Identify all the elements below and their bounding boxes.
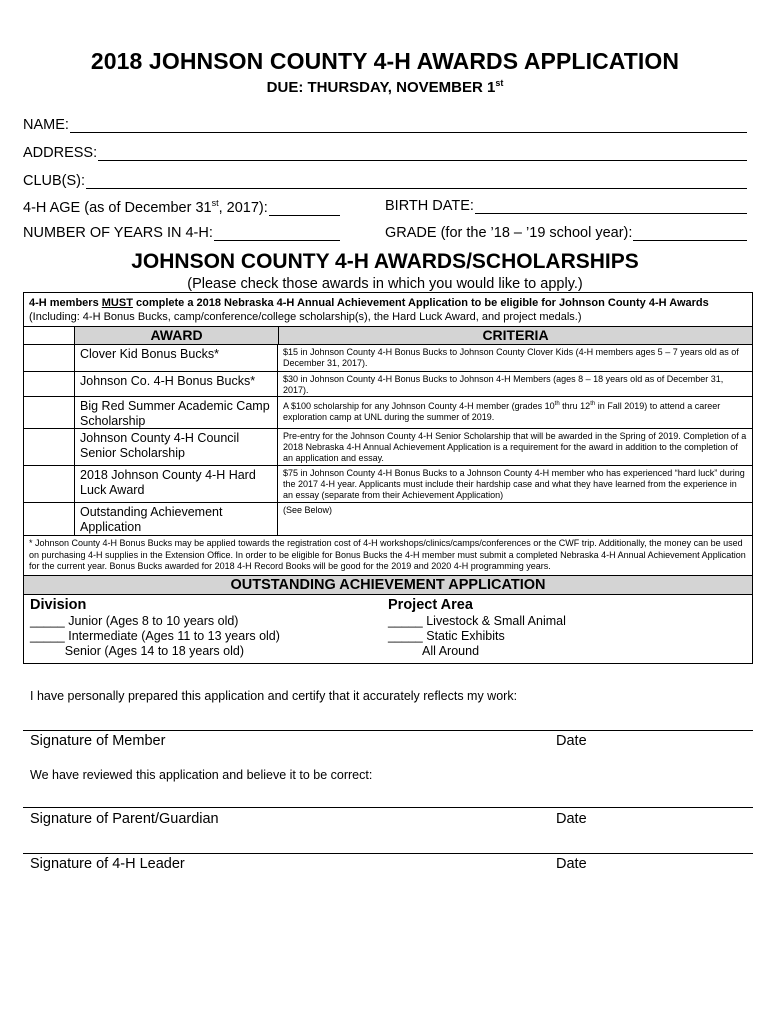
address-field[interactable] (23, 145, 747, 161)
award-checkbox-clover-kid[interactable] (24, 345, 75, 371)
leader-signature-line[interactable] (23, 853, 753, 854)
award-criteria: $75 in Johnson County 4-H Bonus Bucks to a Johnson County 4-H member who has experienced “hard luck” during the 2017 4-H year. Applicants must include their hardship case and what they have learned from the experience in an essay (separate from their Achievement Application) (283, 468, 745, 501)
grade-label: GRADE (for the ’18 – ’19 school year): (385, 225, 633, 241)
leader-date-label: Date (556, 856, 587, 872)
award-checkbox-bonus-bucks[interactable] (24, 372, 75, 396)
outstanding-achievement-header: OUTSTANDING ACHIEVEMENT APPLICATION (24, 575, 752, 595)
project-area-column (388, 597, 746, 659)
parent-review-text: We have reviewed this application and believe it to be correct: (30, 768, 373, 782)
eligibility-note: 4-H members MUST complete a 2018 Nebraska 4-H Annual Achievement Application to be eligible for Johnson County 4-H Awards (Including: 4-H Bonus Bucks, camp/conference/college scholarship(s), the Hard Luck Award, and project medals.) (29, 297, 709, 323)
parent-signature-line[interactable] (23, 807, 753, 808)
table-header (24, 326, 752, 344)
project-option-livestock[interactable]: _____ Livestock & Small Animal (388, 613, 566, 628)
project-area-header: Project Area (388, 596, 473, 613)
clubs-input-line[interactable] (86, 174, 747, 189)
project-option-static[interactable]: _____ Static Exhibits (388, 628, 505, 643)
award-column-header: AWARD (75, 327, 279, 344)
grade-input-line[interactable] (633, 226, 747, 241)
table-row (24, 502, 752, 535)
birth-date-label: BIRTH DATE: (385, 198, 474, 214)
parent-signature-label: Signature of Parent/Guardian (30, 811, 219, 827)
award-criteria: $30 in Johnson County 4-H Bonus Bucks to Johnson 4-H Members (ages 8 – 18 years old as of December 31, 2017). (283, 374, 724, 396)
division-header: Division (30, 596, 87, 613)
table-row (24, 371, 752, 396)
birth-date-input-line[interactable] (475, 199, 747, 214)
award-checkbox-big-red-camp[interactable] (24, 397, 75, 428)
table-row (24, 396, 752, 428)
name-field[interactable] (23, 117, 747, 133)
award-name: Big Red Summer Academic Camp Scholarship (75, 397, 278, 428)
award-criteria: Pre-entry for the Johnson County 4-H Senior Scholarship that will be awarded in the Spring of 2019. Completion of a 2018 Nebraska 4-H Annual Achievement Application is a requirement for the award in addition to the completion of an application and essay. (283, 431, 747, 464)
division-option-intermediate[interactable]: _____ Intermediate (Ages 11 to 13 years old) (30, 628, 280, 643)
award-checkbox-outstanding[interactable] (24, 503, 75, 535)
name-label: NAME: (23, 117, 69, 133)
award-name: Clover Kid Bonus Bucks* (75, 345, 278, 371)
member-certification-text: I have personally prepared this application and certify that it accurately reflects my work: (30, 689, 518, 703)
criteria-column-header: CRITERIA (279, 327, 752, 344)
award-criteria: $15 in Johnson County 4-H Bonus Bucks to Johnson County Clover Kids (4-H members ages 5 – 7 years old as of December 31, 2017). (283, 347, 739, 369)
due-date: DUE: THURSDAY, NOVEMBER 1st (266, 78, 504, 96)
birth-date-field[interactable] (385, 198, 747, 214)
awards-section-title: JOHNSON COUNTY 4-H AWARDS/SCHOLARSHIPS (131, 250, 639, 273)
age-field[interactable] (23, 198, 340, 216)
award-name: 2018 Johnson County 4-H Hard Luck Award (75, 466, 278, 502)
address-input-line[interactable] (98, 146, 747, 161)
leader-signature-label: Signature of 4-H Leader (30, 856, 185, 872)
clubs-label: CLUB(S): (23, 173, 86, 189)
member-date-label: Date (556, 733, 587, 749)
division-column (30, 597, 388, 659)
years-input-line[interactable] (214, 226, 340, 241)
parent-date-label: Date (556, 811, 587, 827)
award-checkbox-hard-luck[interactable] (24, 466, 75, 502)
award-criteria: A $100 scholarship for any Johnson County 4-H member (grades 10th thru 12th in Fall 2019) to attend a career exploration camp at UNL during the summer of 2019. (283, 401, 721, 423)
outstanding-achievement-options (24, 595, 752, 663)
clubs-field[interactable] (23, 173, 747, 189)
award-name: Johnson County 4-H Council Senior Scholarship (75, 429, 278, 465)
division-option-senior[interactable]: Senior (Ages 14 to 18 years old) (30, 643, 244, 658)
age-input-line[interactable] (269, 201, 340, 216)
page-title: 2018 JOHNSON COUNTY 4-H AWARDS APPLICATION (90, 48, 680, 74)
award-checkbox-senior-scholarship[interactable] (24, 429, 75, 465)
awards-instructions: (Please check those awards in which you would like to apply.) (187, 276, 583, 292)
awards-table (23, 292, 753, 664)
project-option-all-around[interactable]: All Around (388, 643, 480, 658)
member-signature-line[interactable] (23, 730, 753, 731)
grade-field[interactable] (385, 225, 747, 241)
table-row (24, 465, 752, 502)
award-name: Outstanding Achievement Application (75, 503, 278, 535)
table-row (24, 344, 752, 371)
bonus-bucks-footnote: * Johnson County 4-H Bonus Bucks may be applied towards the registration cost of 4-H workshops/clinics/camps/conferences or the CWF trip. Additionally, the money can be used on purchasing 4-H supplies in the Extension Office. In order to be eligible for Bonus Bucks the 4-H member must submit a completed Nebraska 4-H Annual Achievement Application for the current year. Bonus Bucks awarded for 2018 4-H Record Books will be good for the 2019 and 2020 4-H programming years. (24, 535, 752, 575)
award-criteria: (See Below) (283, 505, 333, 515)
name-input-line[interactable] (70, 118, 747, 133)
years-field[interactable] (23, 225, 340, 241)
division-option-junior[interactable]: _____ Junior (Ages 8 to 10 years old) (30, 613, 239, 628)
member-signature-label: Signature of Member (30, 733, 166, 749)
years-label: NUMBER OF YEARS IN 4-H: (23, 225, 213, 241)
award-name: Johnson Co. 4-H Bonus Bucks* (75, 372, 278, 396)
table-row (24, 428, 752, 465)
age-label: 4-H AGE (as of December 31st, 2017): (23, 198, 268, 216)
address-label: ADDRESS: (23, 145, 98, 161)
